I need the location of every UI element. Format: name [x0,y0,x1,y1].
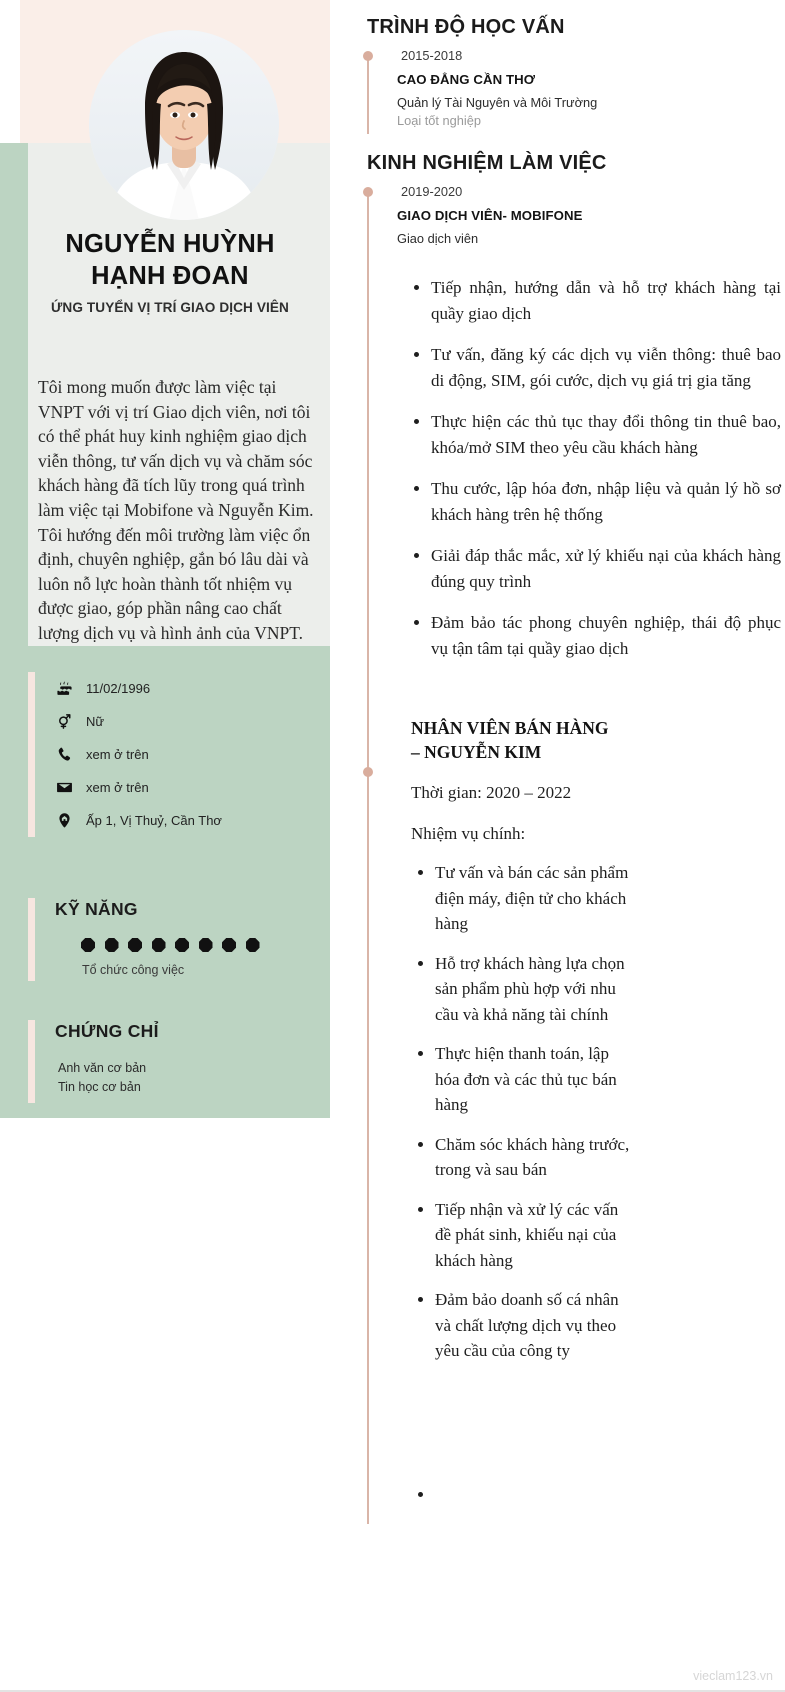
contact-row-phone [55,738,318,771]
job1-duty-item: • Tiếp nhận, hướng dẫn và hỗ trợ khách hàng tại quầy giao dịch [431,275,781,326]
education-heading: TRÌNH ĐỘ HỌC VẤN [367,16,565,38]
job2-duty-item: • Tiếp nhận và xử lý các vấn đề phát sinh, khiếu nại của khách hàng [435,1197,631,1274]
skill-dot [222,938,236,952]
skill-dot [152,938,166,952]
avatar-photo-icon [89,30,279,220]
skill-label: Tổ chức công việc [82,963,185,977]
email-icon [55,778,74,797]
timeline-rail [367,55,369,134]
skill-dot [175,938,189,952]
photo-band-white-notch [0,0,20,143]
cv-sidebar [0,0,330,1692]
experience-entry-mobifone [397,183,785,661]
education-major: Quản lý Tài Nguyên và Môi Trường [397,95,598,110]
job1-title: GIAO DỊCH VIÊN- MOBIFONE [397,208,583,223]
job1-duties-list [397,275,781,661]
certificate-item: Tin học cơ bản [58,1080,141,1094]
contact-info-list [28,672,318,837]
candidate-name-line-1: NGUYỄN HUỲNH [65,230,275,258]
certificates-heading: CHỨNG CHỈ [55,1021,159,1041]
candidate-name-block [20,228,320,315]
job1-duty-item: • Tư vấn, đăng ký các dịch vụ viễn thông: thuê bao di động, SIM, gói cước, dịch vụ giá trị gia tăng [431,342,781,393]
birthday-cake-icon [55,679,74,698]
skill-dot [246,938,260,952]
contact-row-email [55,771,318,804]
certificates-section [28,1020,318,1103]
skills-section [28,898,318,981]
job2-title-line-1: NHÂN VIÊN BÁN HÀNG [411,718,609,738]
job1-date: 2019-2020 [401,184,463,199]
contact-row-gender [55,705,318,738]
gender-icon [55,712,74,731]
job1-duty-item: • Thu cước, lập hóa đơn, nhập liệu và quản lý hồ sơ khách hàng trên hệ thống [431,476,781,527]
job2-duty-item: • Đảm bảo doanh số cá nhân và chất lượng dịch vụ theo yêu cầu của công ty [435,1287,631,1364]
contact-value-birthday: 11/02/1996 [86,680,151,696]
candidate-name-line-2: HẠNH ĐOAN [91,262,249,290]
contact-row-birthday [55,672,318,705]
site-watermark: vieclam123.vn [693,1669,773,1683]
avatar [89,30,279,220]
contact-value-email: xem ở trên [86,779,149,795]
job2-duties-list [411,860,631,1364]
job2-duty-item: • Hỗ trợ khách hàng lựa chọn sản phẩm phù hợp với nhu cầu và khả năng tài chính [435,951,631,1028]
certificates-list [55,1059,318,1097]
job1-duty-item: • Đảm bảo tác phong chuyên nghiệp, thái độ phục vụ tận tâm tại quầy giao dịch [431,610,781,661]
education-section [367,16,785,134]
education-grade: Loại tốt nghiệp [397,113,481,128]
phone-icon [55,745,74,764]
timeline-dot [363,187,373,197]
skill-rating-dots [81,938,318,952]
cv-main-content [355,0,785,1692]
career-objective-text: Tôi mong muốn được làm việc tại VNPT với vị trí Giao dịch viên, nơi tôi có thể phát huy kinh nghiệm giao dịch viễn thông, tư vấn dịch vụ và chăm sóc khách hàng đã tích lũy trong quá trình làm việc tại Mobifone và Nguyễn Kim. Tôi hướng đến môi trường làm việc ổn định, chuyên nghiệp, gắn bó lâu dài và luôn nỗ lực hoàn thành tốt nhiệm vụ được giao, góp phần nâng cao chất lượng dịch vụ và hình ảnh của VNPT. [38,377,314,643]
job1-role: Giao dịch viên [397,231,479,246]
job2-duty-item-empty [435,1482,631,1508]
timeline-dot [363,767,373,777]
certificate-item: Anh văn cơ bản [58,1061,147,1075]
experience-timeline [367,183,785,1507]
skills-heading: KỸ NĂNG [55,899,138,919]
job2-duties-label: Nhiệm vụ chính: [411,824,526,843]
timeline-dot [363,51,373,61]
skill-dot [105,938,119,952]
contact-value-address: Ấp 1, Vị Thuỷ, Cần Thơ [86,812,222,828]
contact-value-phone: xem ở trên [86,746,149,762]
contact-row-address [55,804,318,837]
skill-dot [81,938,95,952]
job2-period: Thời gian: 2020 – 2022 [411,783,572,802]
experience-section [367,152,785,1521]
education-school: CAO ĐẲNG CẦN THƠ [397,72,536,87]
location-pin-icon [55,811,74,830]
job1-duty-item: • Thực hiện các thủ tục thay đổi thông tin thuê bao, khóa/mở SIM theo yêu cầu khách hàng [431,409,781,460]
job2-duty-item: • Thực hiện thanh toán, lập hóa đơn và các thủ tục bán hàng [435,1041,631,1118]
job2-title-line-2: – NGUYỄN KIM [411,742,542,762]
job2-trailing-list [411,1482,631,1508]
experience-entry-nguyenkim [397,716,647,1507]
timeline-rail [367,191,369,1524]
applied-position: ỨNG TUYỂN VỊ TRÍ GIAO DỊCH VIÊN [51,300,289,315]
education-timeline [367,47,785,134]
experience-heading: KINH NGHIỆM LÀM VIỆC [367,152,607,174]
job2-duty-item: • Chăm sóc khách hàng trước, trong và sau bán [435,1132,631,1183]
skill-dot [199,938,213,952]
job1-duty-item: • Giải đáp thắc mắc, xử lý khiếu nại của khách hàng đúng quy trình [431,543,781,594]
education-date: 2015-2018 [401,48,463,63]
contact-value-gender: Nữ [86,713,105,729]
skill-dot [128,938,142,952]
job2-duty-item: • Tư vấn và bán các sản phẩm điện máy, điện tử cho khách hàng [435,860,631,937]
